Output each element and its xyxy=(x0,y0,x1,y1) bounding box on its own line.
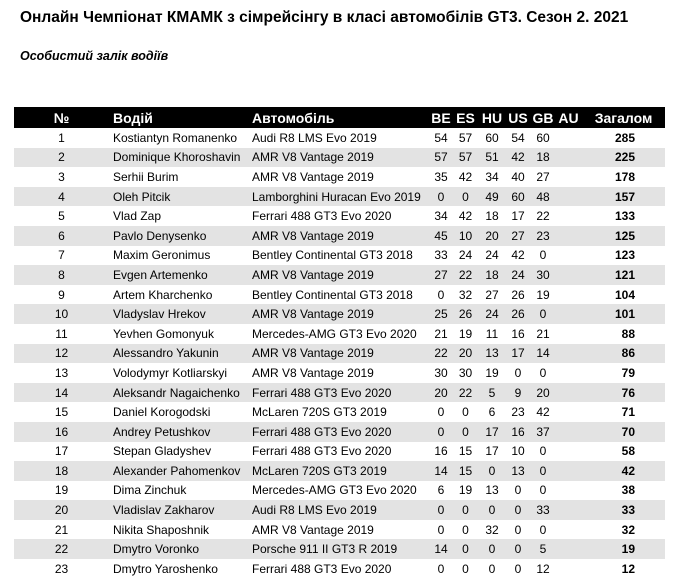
cell-hu: 18 xyxy=(485,209,499,224)
cell-be: 57 xyxy=(430,148,452,168)
cell-be: 20 xyxy=(430,383,452,403)
cell-us: 0 xyxy=(514,365,522,380)
cell-total: 123 xyxy=(614,248,635,263)
cell-gb: 5 xyxy=(531,539,555,559)
cell-driver: Yevhen Gomonyuk xyxy=(113,326,214,341)
cell-us: 40 xyxy=(511,169,525,184)
cell-au xyxy=(555,481,582,501)
cell-driver: Serhii Burim xyxy=(113,169,179,184)
cell-driver: Pavlo Denysenko xyxy=(109,226,248,246)
cell-gb: 60 xyxy=(536,130,550,145)
cell-hu: 24 xyxy=(479,304,505,324)
column-header-car: Автомобіль xyxy=(248,107,430,128)
cell-gb: 27 xyxy=(536,169,550,184)
cell-us: 24 xyxy=(505,265,531,285)
cell-us: 13 xyxy=(505,461,531,481)
cell-total: 76 xyxy=(582,383,665,403)
cell-us: 60 xyxy=(505,187,531,207)
cell-hu: 27 xyxy=(485,287,499,302)
cell-driver: Alessandro Yakunin xyxy=(109,344,248,364)
cell-car: Bentley Continental GT3 2018 xyxy=(252,287,413,302)
cell-car: Audi R8 LMS Evo 2019 xyxy=(248,500,430,520)
cell-be: 35 xyxy=(434,169,448,184)
cell-car: Ferrari 488 GT3 Evo 2020 xyxy=(248,422,430,442)
cell-car: Ferrari 488 GT3 Evo 2020 xyxy=(252,561,392,576)
cell-be: 0 xyxy=(437,561,445,576)
cell-us: 0 xyxy=(505,500,531,520)
cell-position: 17 xyxy=(54,444,69,459)
table-row xyxy=(14,520,665,540)
cell-au xyxy=(555,324,582,344)
cell-driver: Artem Kharchenko xyxy=(113,287,213,302)
cell-gb: 23 xyxy=(531,226,555,246)
cell-be: 25 xyxy=(430,304,452,324)
table-row xyxy=(14,304,665,324)
cell-au xyxy=(555,265,582,285)
column-header-number: № xyxy=(14,107,109,128)
cell-car: Lamborghini Huracan Evo 2019 xyxy=(248,187,430,207)
cell-gb: 30 xyxy=(531,265,555,285)
cell-gb: 0 xyxy=(539,444,547,459)
cell-position: 3 xyxy=(58,169,65,184)
cell-be: 0 xyxy=(430,187,452,207)
column-header-us: US xyxy=(505,107,531,128)
column-header-be: BE xyxy=(430,107,452,128)
cell-total: 88 xyxy=(621,326,635,341)
cell-car: Bentley Continental GT3 2018 xyxy=(252,248,413,263)
table-row xyxy=(14,167,665,187)
cell-driver: Vladyslav Hrekov xyxy=(109,304,248,324)
cell-gb: 0 xyxy=(531,304,555,324)
cell-position: 12 xyxy=(14,344,109,364)
cell-be: 34 xyxy=(434,209,448,224)
cell-total: 121 xyxy=(582,265,665,285)
cell-hu: 20 xyxy=(479,226,505,246)
cell-au xyxy=(555,304,582,324)
cell-be: 0 xyxy=(430,500,452,520)
cell-hu: 49 xyxy=(479,187,505,207)
cell-be: 0 xyxy=(437,522,445,537)
cell-hu: 24 xyxy=(485,248,499,263)
cell-driver: Daniel Korogodski xyxy=(113,405,211,420)
cell-hu: 19 xyxy=(485,365,499,380)
cell-us: 27 xyxy=(505,226,531,246)
page-subtitle: Особистий залік водіїв xyxy=(20,49,169,63)
cell-au xyxy=(555,383,582,403)
cell-car: AMR V8 Vantage 2019 xyxy=(252,365,374,380)
cell-es: 10 xyxy=(452,226,479,246)
cell-driver: Alexander Pahomenkov xyxy=(109,461,248,481)
cell-gb: 18 xyxy=(531,148,555,168)
cell-au xyxy=(555,206,582,226)
cell-hu: 0 xyxy=(479,461,505,481)
table-row xyxy=(14,148,665,168)
cell-us: 42 xyxy=(511,248,525,263)
table-row xyxy=(14,363,665,383)
cell-au xyxy=(555,402,582,422)
column-header-es: ES xyxy=(452,107,479,128)
cell-hu: 0 xyxy=(488,561,496,576)
cell-gb: 19 xyxy=(536,287,550,302)
cell-gb: 14 xyxy=(531,344,555,364)
cell-car: AMR V8 Vantage 2019 xyxy=(252,522,374,537)
cell-total: 38 xyxy=(621,483,635,498)
cell-driver: Dmytro Voronko xyxy=(109,539,248,559)
cell-position: 2 xyxy=(14,148,109,168)
cell-au xyxy=(555,344,582,364)
cell-be: 22 xyxy=(430,344,452,364)
cell-es: 0 xyxy=(452,539,479,559)
cell-gb: 0 xyxy=(531,461,555,481)
cell-position: 10 xyxy=(14,304,109,324)
cell-us: 26 xyxy=(505,304,531,324)
cell-position: 20 xyxy=(14,500,109,520)
cell-gb: 0 xyxy=(539,522,547,537)
cell-es: 19 xyxy=(458,483,473,498)
cell-car: AMR V8 Vantage 2019 xyxy=(248,265,430,285)
table-row xyxy=(14,481,665,501)
table-header-row xyxy=(14,107,665,128)
cell-es: 0 xyxy=(452,422,479,442)
table-row xyxy=(14,539,665,559)
cell-total: 19 xyxy=(582,539,665,559)
cell-es: 42 xyxy=(458,209,473,224)
cell-gb: 37 xyxy=(531,422,555,442)
cell-position: 4 xyxy=(14,187,109,207)
cell-us: 16 xyxy=(511,326,525,341)
standings-body xyxy=(14,128,665,579)
cell-total: 79 xyxy=(621,365,635,380)
column-header-au: AU xyxy=(555,107,582,128)
cell-au xyxy=(555,285,582,305)
cell-be: 45 xyxy=(430,226,452,246)
cell-hu: 18 xyxy=(479,265,505,285)
cell-gb: 33 xyxy=(531,500,555,520)
cell-position: 23 xyxy=(54,561,69,576)
cell-total: 58 xyxy=(621,444,635,459)
cell-total: 86 xyxy=(582,344,665,364)
cell-us: 17 xyxy=(511,209,525,224)
cell-hu: 17 xyxy=(479,422,505,442)
cell-car: McLaren 720S GT3 2019 xyxy=(252,405,387,420)
cell-be: 14 xyxy=(430,539,452,559)
cell-driver: Andrey Petushkov xyxy=(109,422,248,442)
cell-es: 32 xyxy=(458,287,473,302)
cell-position: 11 xyxy=(55,326,68,341)
table-row xyxy=(14,226,665,246)
table-row xyxy=(14,559,665,579)
cell-us: 0 xyxy=(514,522,522,537)
cell-position: 22 xyxy=(14,539,109,559)
table-row xyxy=(14,344,665,364)
column-header-hu: HU xyxy=(479,107,505,128)
cell-car: AMR V8 Vantage 2019 xyxy=(248,344,430,364)
cell-total: 133 xyxy=(614,209,635,224)
cell-es: 19 xyxy=(458,326,473,341)
cell-us: 17 xyxy=(505,344,531,364)
cell-au xyxy=(555,167,582,187)
cell-position: 1 xyxy=(58,130,65,145)
cell-driver: Oleh Pitcik xyxy=(109,187,248,207)
cell-gb: 12 xyxy=(536,561,550,576)
column-header-gb: GB xyxy=(531,107,555,128)
cell-car: Mercedes-AMG GT3 Evo 2020 xyxy=(252,483,417,498)
page-title: Онлайн Чемпіонат КМАМК з сімрейсінгу в класі автомобілів GT3. Сезон 2. 2021 xyxy=(20,9,629,26)
table-row xyxy=(14,402,665,422)
cell-us: 42 xyxy=(505,148,531,168)
table-row xyxy=(14,442,665,462)
cell-hu: 13 xyxy=(485,483,499,498)
cell-hu: 32 xyxy=(485,522,499,537)
cell-driver: Aleksandr Nagaichenko xyxy=(109,383,248,403)
cell-driver: Volodymyr Kotliarskyi xyxy=(113,365,228,380)
cell-es: 0 xyxy=(462,522,469,537)
cell-gb: 0 xyxy=(539,483,547,498)
cell-position: 6 xyxy=(14,226,109,246)
cell-be: 0 xyxy=(430,422,452,442)
cell-gb: 22 xyxy=(536,209,550,224)
cell-es: 0 xyxy=(452,187,479,207)
cell-car: McLaren 720S GT3 2019 xyxy=(248,461,430,481)
cell-driver: Maxim Geronimus xyxy=(113,248,211,263)
cell-es: 0 xyxy=(462,405,469,420)
cell-au xyxy=(555,442,582,462)
cell-total: 32 xyxy=(621,522,635,537)
table-row xyxy=(14,187,665,207)
cell-au xyxy=(555,559,582,579)
cell-us: 26 xyxy=(511,287,525,302)
cell-be: 0 xyxy=(437,405,445,420)
cell-hu: 0 xyxy=(479,539,505,559)
cell-es: 20 xyxy=(452,344,479,364)
cell-car: Ferrari 488 GT3 Evo 2020 xyxy=(252,209,392,224)
cell-driver: Vladislav Zakharov xyxy=(109,500,248,520)
cell-position: 19 xyxy=(54,483,69,498)
cell-hu: 60 xyxy=(485,130,499,145)
cell-au xyxy=(555,246,582,266)
cell-total: 101 xyxy=(582,304,665,324)
cell-hu: 0 xyxy=(479,500,505,520)
cell-be: 30 xyxy=(434,365,448,380)
cell-car: AMR V8 Vantage 2019 xyxy=(248,148,430,168)
cell-us: 0 xyxy=(505,539,531,559)
cell-driver: Nikita Shaposhnik xyxy=(113,522,210,537)
cell-hu: 6 xyxy=(488,405,496,420)
cell-au xyxy=(555,422,582,442)
cell-hu: 13 xyxy=(479,344,505,364)
cell-es: 26 xyxy=(452,304,479,324)
cell-gb: 21 xyxy=(536,326,550,341)
cell-au xyxy=(555,226,582,246)
cell-total: 125 xyxy=(582,226,665,246)
cell-hu: 17 xyxy=(485,444,499,459)
cell-es: 24 xyxy=(458,248,473,263)
cell-driver: Evgen Artemenko xyxy=(109,265,248,285)
cell-be: 27 xyxy=(430,265,452,285)
table-row xyxy=(14,128,665,148)
cell-be: 6 xyxy=(437,483,445,498)
standings-table xyxy=(14,107,665,579)
cell-be: 0 xyxy=(437,287,445,302)
cell-es: 15 xyxy=(452,461,479,481)
cell-car: Ferrari 488 GT3 Evo 2020 xyxy=(248,383,430,403)
table-row xyxy=(14,500,665,520)
cell-position: 7 xyxy=(58,248,65,263)
cell-total: 285 xyxy=(614,130,635,145)
cell-total: 157 xyxy=(582,187,665,207)
cell-hu: 34 xyxy=(485,169,499,184)
cell-total: 12 xyxy=(621,561,635,576)
cell-au xyxy=(555,500,582,520)
cell-au xyxy=(555,539,582,559)
table-row xyxy=(14,324,665,344)
cell-total: 225 xyxy=(582,148,665,168)
cell-hu: 5 xyxy=(479,383,505,403)
cell-gb: 42 xyxy=(536,405,550,420)
table-row xyxy=(14,285,665,305)
cell-total: 104 xyxy=(614,287,635,302)
cell-be: 14 xyxy=(430,461,452,481)
cell-gb: 20 xyxy=(531,383,555,403)
table-row xyxy=(14,422,665,442)
cell-car: Mercedes-AMG GT3 Evo 2020 xyxy=(252,326,417,341)
cell-position: 8 xyxy=(14,265,109,285)
cell-car: Porsche 911 II GT3 R 2019 xyxy=(248,539,430,559)
column-header-driver: Водій xyxy=(109,107,248,128)
cell-driver: Dominique Khoroshavin xyxy=(109,148,248,168)
cell-position: 14 xyxy=(14,383,109,403)
cell-be: 54 xyxy=(434,130,448,145)
cell-car: Ferrari 488 GT3 Evo 2020 xyxy=(252,444,392,459)
cell-total: 178 xyxy=(614,169,635,184)
cell-car: Audi R8 LMS Evo 2019 xyxy=(252,130,377,145)
cell-total: 42 xyxy=(582,461,665,481)
cell-position: 21 xyxy=(54,522,69,537)
cell-position: 16 xyxy=(14,422,109,442)
cell-be: 21 xyxy=(434,326,448,341)
cell-position: 18 xyxy=(14,461,109,481)
cell-au xyxy=(555,461,582,481)
cell-es: 30 xyxy=(458,365,473,380)
cell-es: 57 xyxy=(452,148,479,168)
cell-hu: 51 xyxy=(479,148,505,168)
table-row xyxy=(14,265,665,285)
cell-be: 33 xyxy=(434,248,448,263)
cell-es: 15 xyxy=(458,444,473,459)
cell-us: 16 xyxy=(505,422,531,442)
cell-es: 42 xyxy=(458,169,473,184)
cell-us: 54 xyxy=(511,130,525,145)
cell-us: 9 xyxy=(505,383,531,403)
cell-au xyxy=(555,520,582,540)
cell-us: 23 xyxy=(511,405,525,420)
cell-au xyxy=(555,148,582,168)
cell-es: 0 xyxy=(452,500,479,520)
cell-es: 22 xyxy=(452,265,479,285)
cell-us: 10 xyxy=(511,444,525,459)
cell-total: 71 xyxy=(621,405,635,420)
cell-hu: 11 xyxy=(485,326,499,341)
cell-us: 0 xyxy=(514,561,522,576)
table-row xyxy=(14,246,665,266)
cell-car: AMR V8 Vantage 2019 xyxy=(248,304,430,324)
table-row xyxy=(14,461,665,481)
cell-au xyxy=(555,363,582,383)
cell-driver: Stepan Gladyshev xyxy=(113,444,212,459)
table-row xyxy=(14,383,665,403)
cell-driver: Kostiantyn Romanenko xyxy=(113,130,238,145)
cell-gb: 0 xyxy=(539,248,547,263)
cell-au xyxy=(555,187,582,207)
cell-position: 5 xyxy=(58,209,65,224)
cell-gb: 48 xyxy=(531,187,555,207)
cell-es: 57 xyxy=(458,130,473,145)
cell-gb: 0 xyxy=(539,365,547,380)
cell-car: AMR V8 Vantage 2019 xyxy=(252,169,374,184)
cell-es: 22 xyxy=(452,383,479,403)
cell-be: 16 xyxy=(434,444,448,459)
cell-us: 0 xyxy=(514,483,522,498)
cell-driver: Vlad Zap xyxy=(113,209,162,224)
cell-driver: Dima Zinchuk xyxy=(113,483,187,498)
cell-es: 0 xyxy=(462,561,469,576)
cell-total: 70 xyxy=(582,422,665,442)
cell-position: 15 xyxy=(54,405,69,420)
cell-total: 33 xyxy=(582,500,665,520)
cell-driver: Dmytro Yaroshenko xyxy=(113,561,218,576)
cell-position: 13 xyxy=(54,365,69,380)
cell-car: AMR V8 Vantage 2019 xyxy=(248,226,430,246)
cell-au xyxy=(555,128,582,148)
table-row xyxy=(14,206,665,226)
cell-position: 9 xyxy=(58,287,65,302)
column-header-total: Загалом xyxy=(582,107,665,128)
